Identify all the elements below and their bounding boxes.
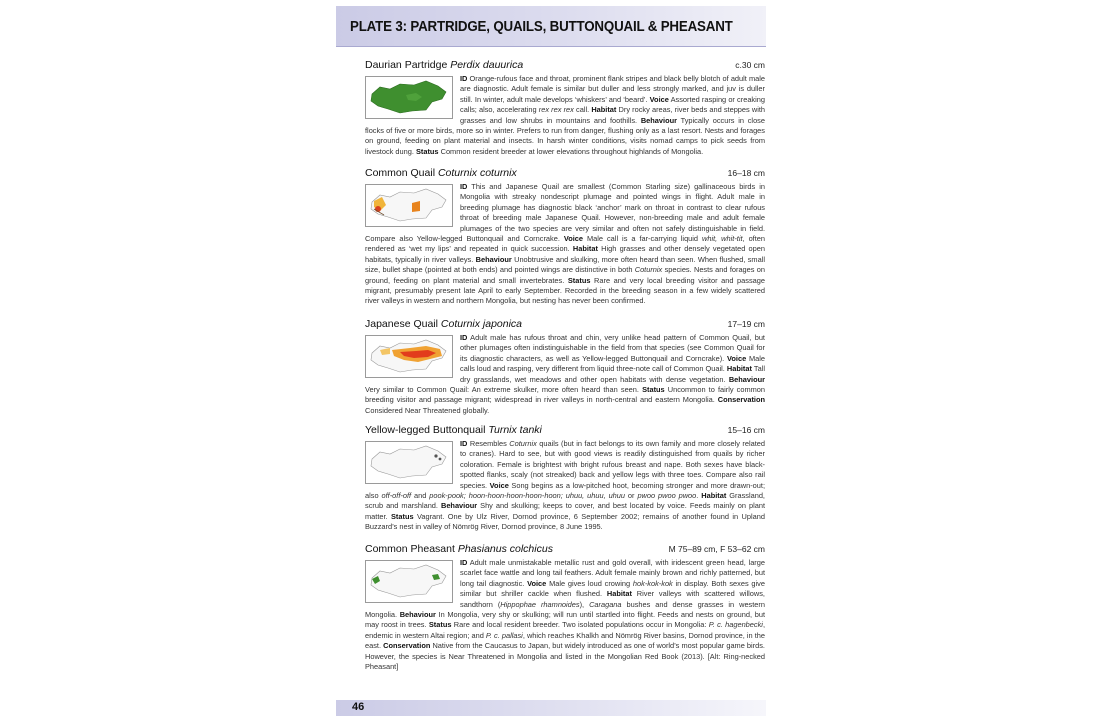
italic-text: hok-kok-kok [632,578,673,588]
field-label: Behaviour [640,115,677,125]
italic-text: whit, whit-tit [702,234,743,244]
species-entry-japanese-quail [365,318,765,416]
species-description [365,74,765,157]
body-text: species. Nests and forages on ground, feeding on plant material and small invertebrates. [365,265,765,285]
common-name: Daurian Partridge [365,59,448,71]
field-label: Status [428,620,452,630]
species-name [365,424,542,436]
field-label: Voice [489,480,509,490]
species-size: 15–16 cm [727,425,765,435]
body-text: Male calls loud and rasping, very different from liquid three-note call of Common Quail. [460,353,765,374]
species-description [365,439,765,533]
field-label: Conservation [717,395,765,405]
field-label: Voice [649,94,669,104]
body-text: In Mongolia, very shy or skulking; will run until startled into flight. Feeds and nests on ground, but may roost in trees. [365,610,765,630]
italic-text: P. c. hagenbecki [708,620,763,630]
field-label: Behaviour [399,610,436,620]
body-text: Dry rocky areas, river beds and steppes with grasses and low shrubs in mountains and foothills. [460,105,766,125]
body-text: Considered Near Threatened globally. [365,405,490,415]
field-label: ID [460,439,468,448]
species-description [365,182,765,307]
species-entry-common-quail [365,167,765,307]
species-size: c.30 cm [735,60,765,70]
body-text: Shy and skulking; keeps to cover, and best located by voice. Feeds mainly on plant matter. [365,501,765,521]
scientific-name: Coturnix japonica [440,318,523,330]
italic-text: Hippophae rhamnoides [500,599,580,609]
scientific-name: Perdix dauurica [450,59,524,71]
field-label: ID [460,558,468,567]
body-text: , which reaches Khalkh and Nömrög River basins, Dornod province, in the east. [365,630,765,651]
body-text: Uncommon to fairly common breeding visitor and passage migrant; widespread in river valleys in north-central and eastern Mongolia. [365,385,765,405]
field-label: Habitat [606,589,632,599]
italic-text: pwoo pwoo pwoo [637,491,697,501]
italic-text: off-off-off [381,491,412,501]
body-text: Adult male unmistakable metallic rust and gold overall, with iridescent green head, large scarlet face wattle and long tail feathers. Adult female mainly brown and richly patterned, but long tail diagnostic. [460,558,765,588]
page-number: 46 [352,701,365,713]
body-text: Rare and very local breeding visitor and passage migrant, presumably present late April to early September. Recorded in the breeding season in a few widely scattered river valleys in western and northern Mongolia, but nesting has never been confirmed. [365,275,765,306]
field-label: Habitat [591,105,617,115]
range-map-image [365,335,453,378]
body-text: , often rendered as ‘wet my lips’ and repeated in quick succession. [365,234,766,254]
field-label: Behaviour [475,254,512,264]
species-heading [365,543,765,557]
range-map-image [365,76,453,119]
species-heading [365,318,765,332]
range-map-image [365,441,453,484]
species-name [365,318,522,330]
field-label: ID [460,182,468,191]
field-label: Conservation [383,641,431,651]
book-page [336,0,766,720]
field-label: Habitat [701,491,727,501]
body-text: Assorted rasping or creaking calls; also, accelerating [460,94,765,115]
species-description [365,558,765,672]
body-text: Common resident breeder at lower elevations throughout highlands of Mongolia. [438,146,704,156]
species-size: 16–18 cm [727,168,765,178]
body-text: Tall dry grasslands, wet meadows and other open habitats with dense vegetation. [460,364,765,384]
body-text: Male call is a far-carrying liquid [583,234,703,244]
body-text: Unobtrusive and skulking, more often heard than seen. When flushed, small size, bullet shape (pointed at both ends) and pointed wings are distinctive in both [365,254,765,275]
body-text: Resembles [467,439,510,448]
body-text: River valleys with scattered willows, sandthorn ( [460,589,765,609]
body-text: Vagrant. One by Ulz River, Dornod province, 6 September 2002; remains of another found in Upland Buzzard’s nest in valley of Nömrög River, Dornod province, 8 June 1995. [365,511,765,532]
species-entry-common-pheasant [365,543,765,672]
field-label: Status [642,385,665,395]
body-text: . [696,491,702,501]
body-text: Very similar to Common Quail: An extreme skulker, more often heard than seen. [365,385,643,395]
body-text: Native from the Caucasus to Japan, but widely introduced as one of world’s most popular game birds. However, the species is Near Threatened in Mongolia and listed in the Mongolian Red Book (2013). [Alt: Ring-necked Pheasant] [365,641,765,672]
page-footer [336,700,766,716]
common-name: Common Pheasant [365,543,455,555]
field-label: Status [415,146,439,156]
field-label: ID [460,333,468,342]
field-label: ID [460,74,468,83]
range-map-image [365,184,453,227]
field-label: Voice [527,578,547,588]
body-text: Orange-rufous face and throat, prominent flank stripes and black belly blotch of adult male are diagnostic. Adult female is similar but duller and less strongly marked, and juv is duller still. In winter, adult male develops ‘whiskers’ and ‘beard’. [460,74,765,104]
body-text: call. [573,105,592,115]
field-label: Voice [563,234,584,244]
italic-text: Caragana [589,599,622,609]
italic-text: rex rex rex [538,105,574,115]
body-text: High grasses and other densely vegetated open habitats, typically in river valleys. [365,244,765,264]
species-description [365,333,765,416]
species-size: M 75–89 cm, F 53–62 cm [668,544,765,554]
common-name: Yellow-legged Buttonquail [365,424,486,436]
field-label: Habitat [726,364,752,374]
plate-title: PLATE 3: PARTRIDGE, QUAILS, BUTTONQUAIL & PHEASANT [350,19,733,35]
body-text: quails (but in fact belongs to its own family and more closely related to cranes). Hard to see, but with good views is readily distinguished from quails by richer coloration. Female is brightest with bright rufous breast and nape. Both sexes have black-spotted flanks, scaly (not streaked) back and yellow legs with three toes. Compare also rail species. [460,439,766,490]
common-name: Common Quail [365,167,436,179]
body-text: This and Japanese Quail are smallest (Common Starling size) gallinaceous birds in Mongolia with streaky nondescript plumage and pointed wings in flight. Adult male in breeding plumage has diagnostic black ‘anchor’ mark on throat in contrast to clear rufous throat of breeding male Japanese Quail. However, non-breeding male and adult female plumages of the two species are very similar and often not safely distinguishable in field. Compare also Yellow-legged Buttonquail and Corncrake. [365,182,765,244]
field-label: Behaviour [728,374,765,384]
italic-text: pook-pook; hoon-hoon-hoon-hoon-hoon; uhuu, uhuu, uhuu [429,491,626,501]
species-heading [365,59,765,73]
common-name: Japanese Quail [365,318,438,330]
scientific-name: Coturnix coturnix [437,167,517,179]
species-size: 17–19 cm [727,319,765,329]
scientific-name: Phasianus colchicus [457,543,553,555]
body-text: Grassland, scrub and marshland. [365,491,765,511]
body-text: Male gives loud crowing [546,578,633,588]
body-text: Rare and local resident breeder. Two isolated populations occur in Mongolia: [451,620,709,630]
italic-text: Coturnix [634,265,663,275]
species-heading [365,167,765,181]
species-entry-yellow-legged-buttonquail [365,424,765,533]
body-text: in display. Both sexes give similar but shriller cackle when flushed. [460,578,765,599]
species-entry-daurian-partridge [365,59,765,157]
italic-text: Coturnix [509,439,537,448]
plate-header [336,6,766,47]
field-label: Behaviour [440,501,478,511]
field-label: Habitat [572,244,598,254]
italic-text: P. c. pallasi [485,630,523,640]
species-name [365,59,523,71]
field-label: Status [391,511,414,521]
species-name [365,167,517,179]
body-text: Song begins as a low-pitched hoot, becoming stronger and more drawn-out; also [365,480,765,501]
body-text: and [411,491,430,501]
species-name [365,543,553,555]
body-text: bushes and dense grasses in western Mongolia. [365,599,765,620]
range-map-image [365,560,453,603]
body-text: , endemic in western Altai region; and [365,620,765,640]
body-text: ), [579,599,590,609]
scientific-name: Turnix tanki [488,424,542,436]
species-heading [365,424,765,438]
body-text: Adult male has rufous throat and chin, very unlike head pattern of Common Quail, but other plumages often indistinguishable in the field from that species (see Common Quail for its diagnostic characters, as well as Yellow-legged Buttonquail and Corncrake). [460,333,765,363]
field-label: Voice [727,353,747,363]
field-label: Status [567,275,591,285]
body-text: Typically occurs in close flocks of five or more birds, more so in winter. Prefers to run from danger, flushing only as a last resort. Nests and forages on ground, feeding on plant material and insects. In harsh winter conditions, visits nomad camps to pick seeds from livestock dung. [365,115,765,156]
body-text: or [625,491,638,501]
